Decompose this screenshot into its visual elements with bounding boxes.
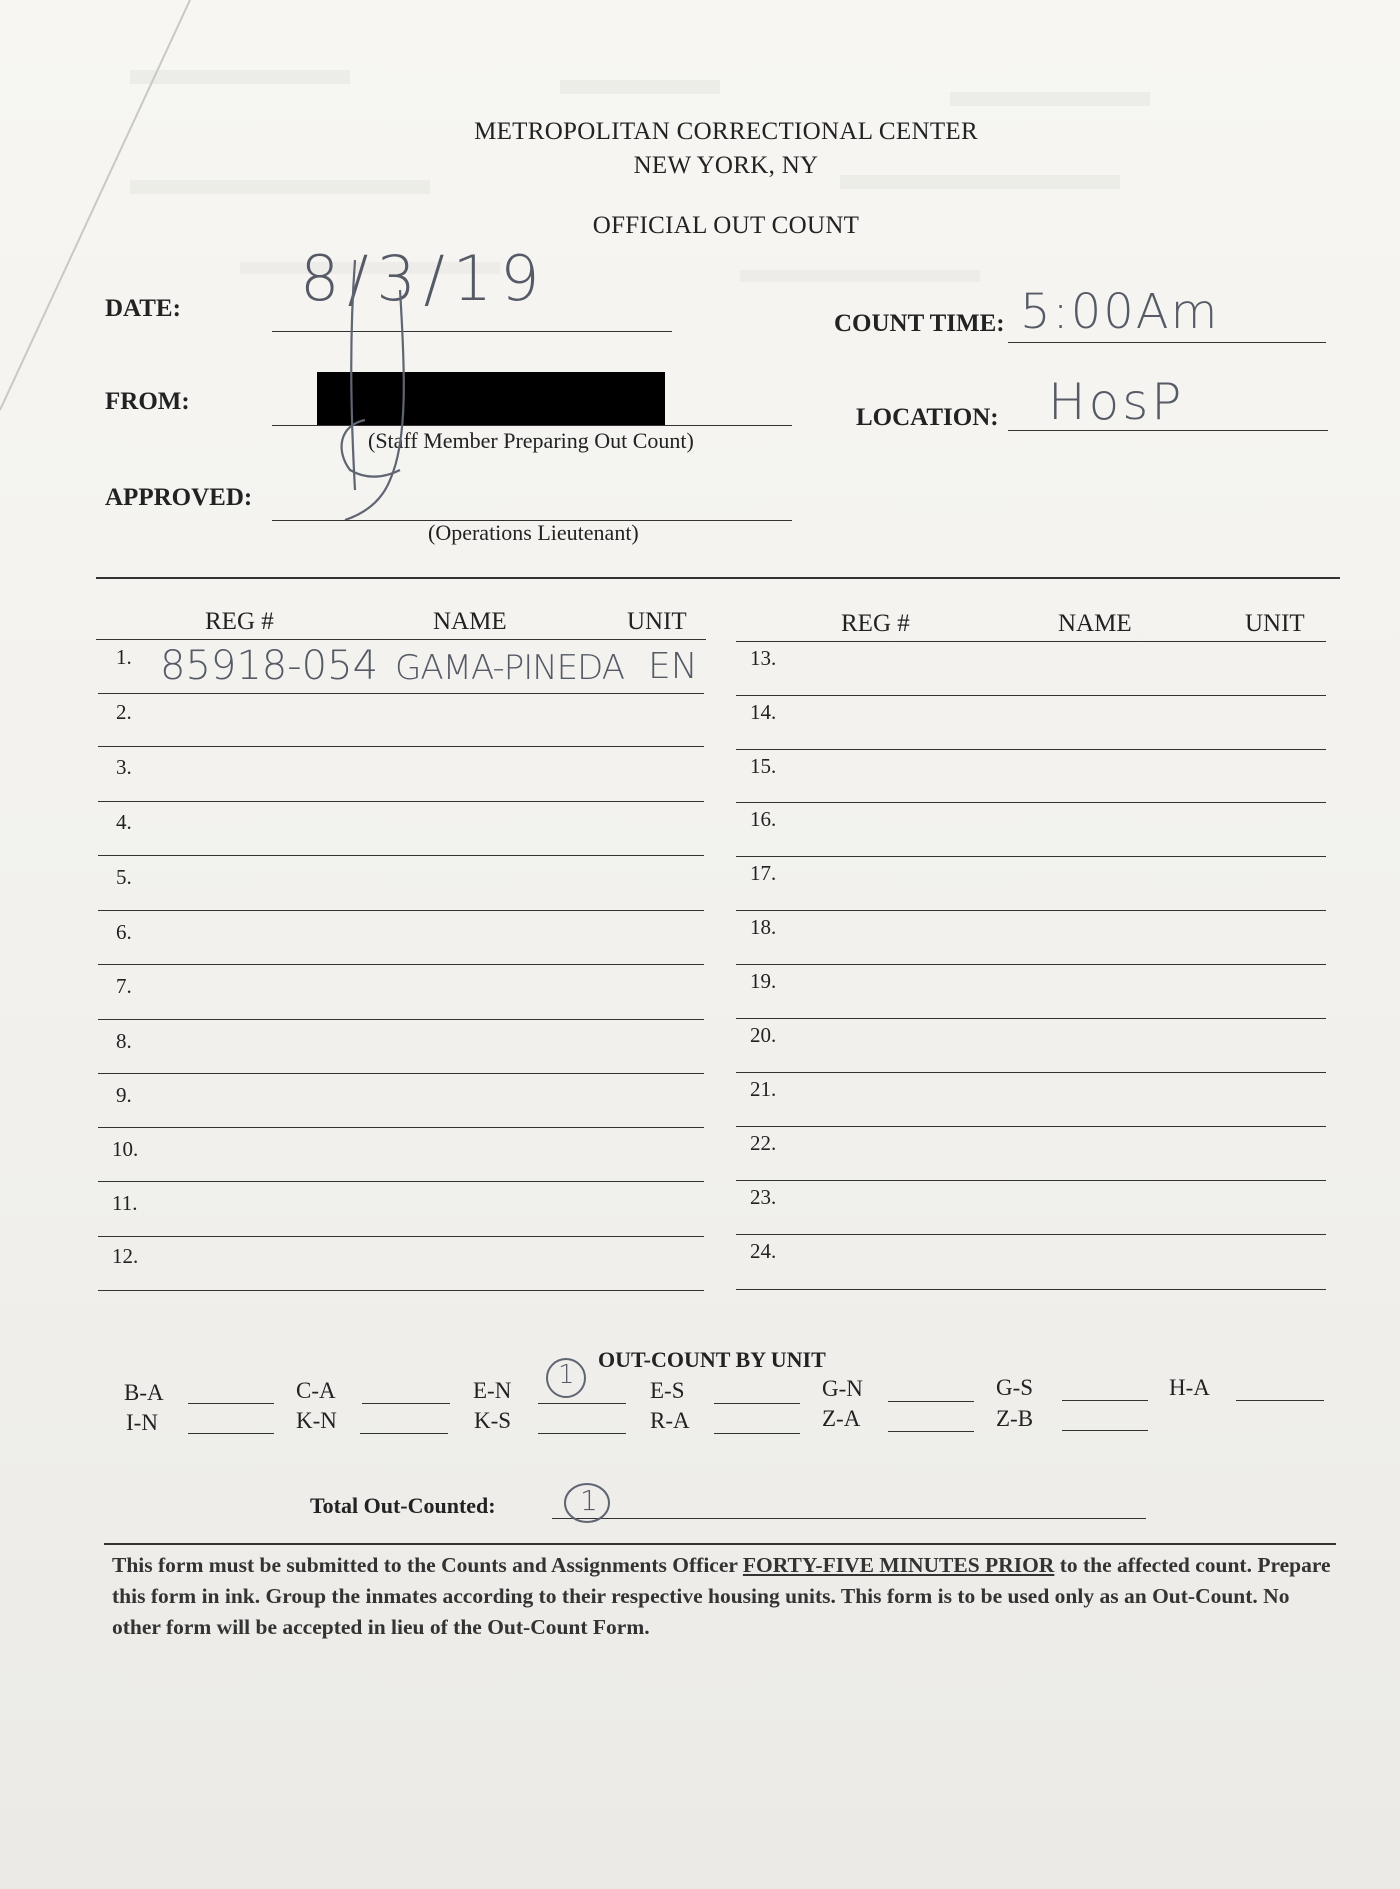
row-line: [98, 1019, 704, 1020]
row-number: 22.: [750, 1131, 777, 1155]
date-handwritten: 8/3/19: [300, 242, 548, 315]
unit-label: R-A: [650, 1408, 690, 1433]
instructions-emphasis: FORTY-FIVE MINUTES PRIOR: [742, 1553, 1055, 1577]
instructions-part2: to the affected count. Prepare this form in ink. Group the inmates according to their respective housing units. This form is to be used only as an Out-Count. No other form will be accepted in lieu of the Out-Count Form.: [112, 1553, 1331, 1639]
row-line: [98, 910, 704, 911]
row-line: [98, 1236, 704, 1237]
unit-blank: [714, 1403, 800, 1404]
left-name-header: NAME: [433, 608, 507, 635]
row-line: [736, 1289, 1326, 1290]
row-number: 7.: [116, 974, 132, 998]
row-number: 18.: [750, 915, 777, 939]
footer-divider: [104, 1543, 1336, 1545]
row-number: 1.: [116, 645, 132, 669]
row-line: [736, 802, 1326, 803]
unit-blank: [360, 1433, 448, 1434]
unit-blank: [1236, 1400, 1324, 1401]
left-reg-header: REG #: [205, 608, 274, 635]
count-time-label: COUNT TIME:: [834, 310, 1005, 337]
count-time-handwritten: 5:00Am: [1020, 284, 1220, 340]
total-handwritten: 1: [580, 1484, 598, 1517]
signature-stroke: [330, 250, 470, 530]
row-line: [736, 856, 1326, 857]
row-line: [736, 1234, 1326, 1235]
row-number: 8.: [116, 1029, 132, 1053]
row-number: 10.: [112, 1137, 139, 1161]
row-line: [98, 855, 704, 856]
unit-label: E-S: [650, 1378, 685, 1403]
from-label: FROM:: [105, 388, 190, 415]
instructions-text: [112, 1550, 1342, 1643]
approved-caption: (Operations Lieutenant): [428, 520, 639, 545]
unit-blank: [1062, 1400, 1148, 1401]
row-line: [98, 1127, 704, 1128]
row-line: [98, 1290, 704, 1291]
row-number: 9.: [116, 1083, 132, 1107]
total-underline: [552, 1518, 1146, 1519]
header-institution: METROPOLITAN CORRECTIONAL CENTER: [474, 118, 978, 145]
row-number: 15.: [750, 754, 777, 778]
row-number: 17.: [750, 861, 777, 885]
row-line: [98, 693, 704, 694]
row-number: 11.: [112, 1191, 138, 1215]
row-line: [98, 746, 704, 747]
unit-label: C-A: [296, 1378, 336, 1403]
unit-label: I-N: [126, 1410, 158, 1435]
right-reg-header: REG #: [841, 610, 910, 637]
unit-count-handwritten: 1: [558, 1360, 575, 1390]
row-line: [736, 964, 1326, 965]
left-header-line: [96, 639, 706, 640]
row-line: [98, 1181, 704, 1182]
unit-blank: [1062, 1430, 1148, 1431]
row-unit-handwritten: EN: [648, 646, 698, 687]
row-line: [98, 801, 704, 802]
row-number: 6.: [116, 920, 132, 944]
unit-label: K-S: [474, 1408, 512, 1433]
approved-label: APPROVED:: [105, 484, 253, 511]
row-number: 2.: [116, 700, 132, 724]
row-line: [736, 1018, 1326, 1019]
unit-blank: [538, 1403, 626, 1404]
unit-blank: [888, 1401, 974, 1402]
row-number: 5.: [116, 865, 132, 889]
unit-blank: [188, 1403, 274, 1404]
unit-label: G-N: [822, 1376, 863, 1401]
row-number: 13.: [750, 646, 777, 670]
unit-label: Z-A: [822, 1406, 861, 1431]
row-number: 4.: [116, 810, 132, 834]
row-line: [736, 749, 1326, 750]
row-number: 14.: [750, 700, 777, 724]
row-number: 24.: [750, 1239, 777, 1263]
right-unit-header: UNIT: [1245, 610, 1305, 637]
row-reg-handwritten: 85918-054: [160, 643, 379, 689]
right-name-header: NAME: [1058, 610, 1132, 637]
from-caption: (Staff Member Preparing Out Count): [368, 428, 694, 453]
unit-blank: [714, 1433, 800, 1434]
row-name-handwritten: GAMA-PINEDA: [395, 648, 625, 688]
row-line: [98, 1073, 704, 1074]
location-handwritten: HosP: [1048, 373, 1185, 431]
section-divider: [96, 577, 1340, 579]
row-number: 21.: [750, 1077, 777, 1101]
left-unit-header: UNIT: [627, 608, 687, 635]
row-number: 23.: [750, 1185, 777, 1209]
count-time-underline: [1008, 342, 1326, 343]
header-location: NEW YORK, NY: [633, 152, 819, 179]
unit-blank: [538, 1433, 626, 1434]
unit-blank: [188, 1433, 274, 1434]
row-line: [736, 695, 1326, 696]
scan-edge-line: [0, 0, 200, 420]
row-number: 19.: [750, 969, 777, 993]
row-number: 16.: [750, 807, 777, 831]
unit-label: G-S: [996, 1375, 1034, 1400]
unit-blank: [362, 1403, 450, 1404]
row-number: 12.: [112, 1244, 139, 1268]
out-count-title: OUT-COUNT BY UNIT: [598, 1347, 826, 1372]
unit-label: H-A: [1169, 1375, 1210, 1400]
location-label: LOCATION:: [856, 404, 999, 431]
unit-blank: [888, 1431, 974, 1432]
row-number: 3.: [116, 755, 132, 779]
row-line: [736, 1180, 1326, 1181]
date-label: DATE:: [105, 295, 181, 322]
form-title: OFFICIAL OUT COUNT: [592, 212, 860, 239]
row-line: [98, 964, 704, 965]
unit-label: K-N: [296, 1408, 337, 1433]
unit-label: Z-B: [996, 1406, 1034, 1431]
right-header-line: [736, 641, 1326, 642]
instructions-part1: This form must be submitted to the Counts and Assignments Officer: [112, 1553, 743, 1577]
row-line: [736, 1126, 1326, 1127]
row-number: 20.: [750, 1023, 777, 1047]
row-line: [736, 910, 1326, 911]
unit-label: B-A: [124, 1380, 164, 1405]
unit-label: E-N: [473, 1378, 512, 1403]
row-line: [736, 1072, 1326, 1073]
total-label: Total Out-Counted:: [310, 1493, 496, 1518]
